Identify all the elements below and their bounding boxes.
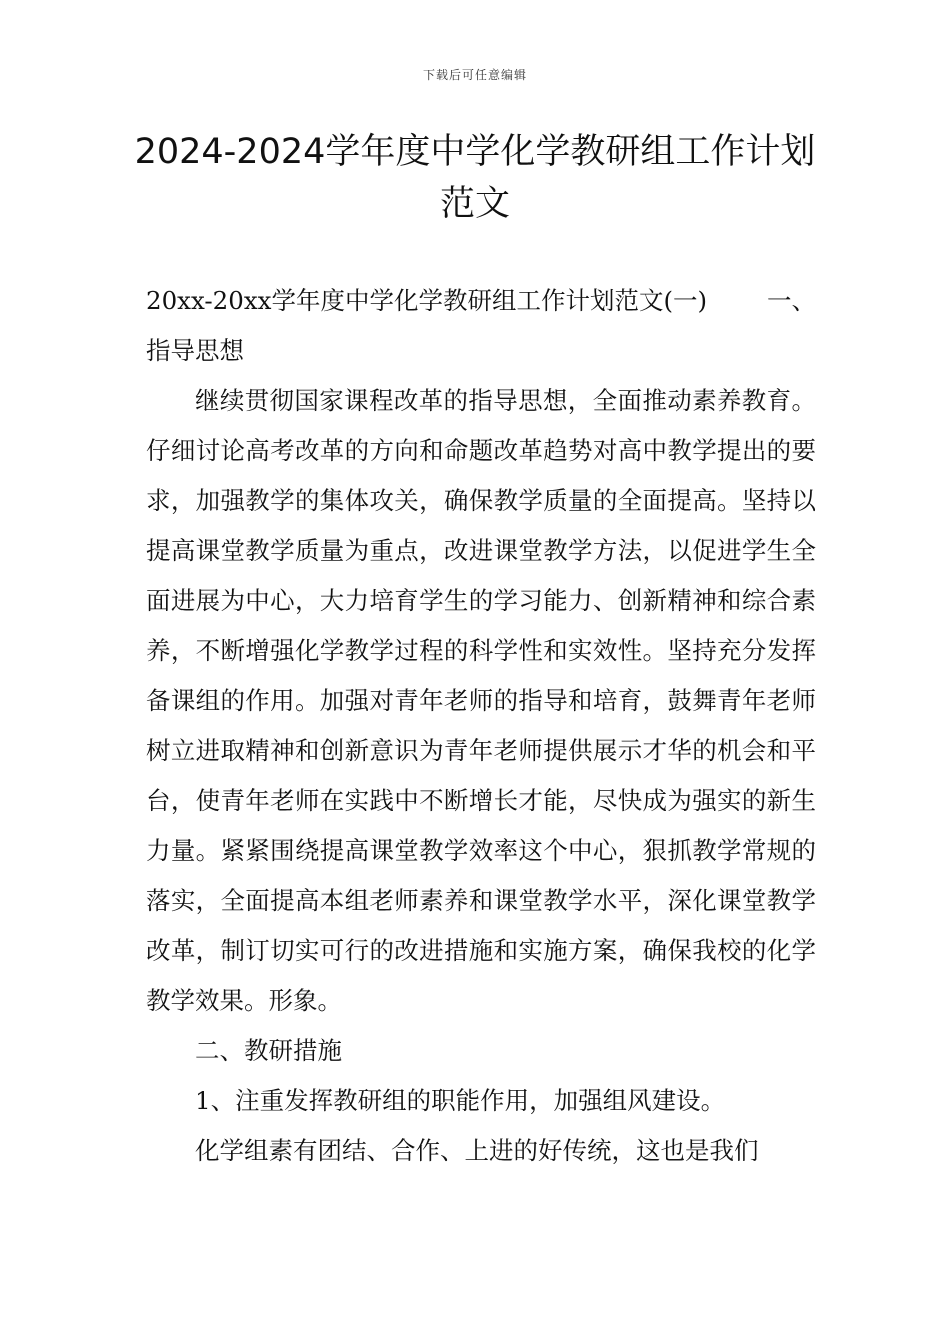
item-1: 1、注重发挥教研组的职能作用，加强组风建设。 — [195, 1086, 726, 1115]
document-title: 2024-2024学年度中学化学教研组工作计划范文 — [134, 132, 816, 224]
section1-heading: 指导思想 — [146, 336, 244, 365]
paragraph-2: 化学组素有团结、合作、上进的好传统，这也是我们 — [195, 1136, 759, 1165]
header-note: 下载后可任意编辑 — [422, 68, 527, 82]
subheading-right: 一、 — [767, 286, 816, 315]
subheading-line — [146, 276, 816, 326]
subheading-left: 20xx-20xx学年度中学化学教研组工作计划范文(一) — [146, 286, 708, 315]
section2-heading: 二、教研措施 — [195, 1036, 342, 1065]
document-body — [146, 276, 816, 1176]
paragraph-1: 继续贯彻国家课程改革的指导思想，全面推动素养教育。仔细讨论高考改革的方向和命题改革趋势对高中教学提出的要求，加强教学的集体攻关，确保教学质量的全面提高。坚持以提高课堂教学质量为重点，改进课堂教学方法，以促进学生全面进展为中心，大力培育学生的学习能力、创新精神和综合素养，不断增强化学教学过程的科学性和实效性。坚持充分发挥备课组的作用。加强对青年老师的指导和培育，鼓舞青年老师树立进取精神和创新意识为青年老师提供展示才华的机会和平台，使青年老师在实践中不断增长才能，尽快成为强实的新生力量。紧紧围绕提高课堂教学效率这个中心，狠抓教学常规的落实，全面提高本组老师素养和课堂教学水平，深化课堂教学改革，制订切实可行的改进措施和实施方案，确保我校的化学教学效果。形象。 — [146, 386, 816, 1015]
